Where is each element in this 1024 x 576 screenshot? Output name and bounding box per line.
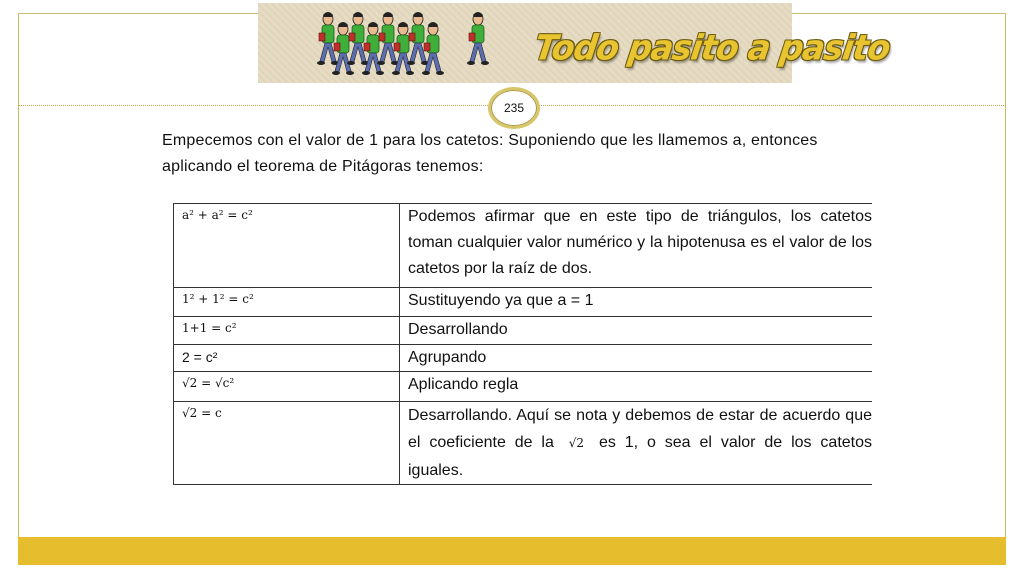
description-text-b: es 1, o sea el valor de los catetos iguales. [408,434,873,479]
table-row [174,317,873,345]
table-row [174,204,873,288]
description-text-a: Desarrollando. Aquí se nota y debemos de estar de acuerdo que el coeficiente de la [408,407,872,451]
description-cell: Sustituyendo ya que a = 1 [400,288,873,317]
footer-bar [18,537,1006,565]
description-cell: Podemos afirmar que en este tipo de triángulos, los catetos toman cualquier valor numérico y la hipotenusa es el valor de los catetos por la raíz de dos. [400,204,873,288]
table-row [174,402,873,485]
table-row [174,372,873,402]
description-cell [400,402,873,485]
banner-title: Todo pasito a pasito [532,27,893,68]
table-row [174,345,873,372]
math-cell: 1² + 1² = c² [174,288,400,317]
description-cell: Desarrollando [400,317,873,345]
math-cell: 1+1 = c² [174,317,400,345]
frame-right-line [1005,13,1006,565]
math-cell: 2 = c² [174,345,400,372]
math-cell: √2 = c [174,402,400,485]
math-cell: √2 = √c² [174,372,400,402]
frame-left-line [18,13,19,565]
description-cell: Agrupando [400,345,873,372]
steps-table [173,203,872,485]
table-row [174,288,873,317]
math-cell: a² + a² = c² [174,204,400,288]
description-cell: Aplicando regla [400,372,873,402]
sqrt-two-inline: √2 [568,436,585,450]
intro-paragraph: Empecemos con el valor de 1 para los catetos: Suponiendo que les llamemos a, entonces aplicando el teorema de Pitágoras tenemos: [162,132,818,175]
page-number-badge: 235 [488,87,540,129]
